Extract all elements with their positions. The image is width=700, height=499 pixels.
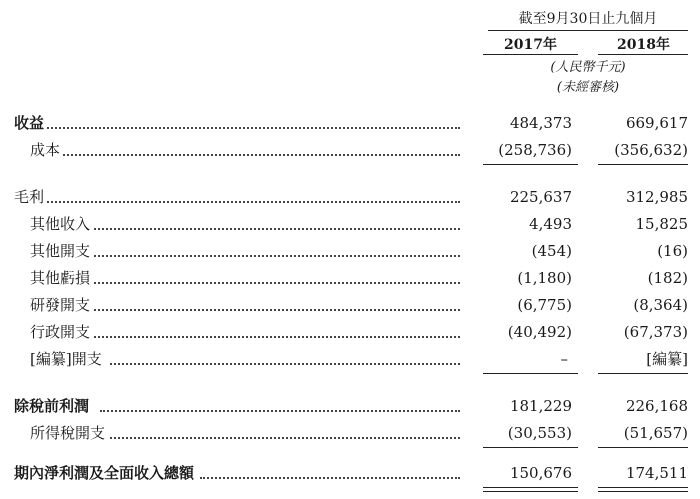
table-row-income-tax	[0, 420, 700, 446]
value-2018: (16)	[657, 242, 688, 260]
dot-leader	[90, 309, 460, 311]
dot-leader	[110, 363, 460, 365]
dot-leader	[110, 437, 460, 439]
subtotal-rule-2018	[598, 164, 688, 165]
table-row-profit-before-tax	[0, 393, 700, 419]
dot-leader	[90, 255, 460, 257]
row-label: 其他開支	[30, 238, 92, 264]
table-row-rnd-expenses	[0, 292, 700, 318]
row-label: 成本	[30, 137, 62, 163]
value-2017: 4,493	[529, 215, 572, 233]
row-label: 行政開支	[30, 319, 92, 345]
header-rule	[488, 30, 688, 31]
value-2018: (182)	[647, 269, 688, 287]
value-2017: 150,676	[509, 464, 572, 482]
table-row-net-profit-total	[0, 460, 700, 486]
year-2018-heading: 2018年	[617, 37, 670, 53]
value-2017: (454)	[531, 242, 572, 260]
subtotal-rule-2017	[483, 447, 578, 448]
value-2018: (67,373)	[623, 323, 688, 341]
table-row-cost	[0, 137, 700, 163]
audit-status-note: (未經審核)	[556, 80, 620, 95]
dot-leader	[40, 201, 460, 203]
year-2017-heading: 2017年	[504, 37, 557, 53]
row-label: 研發開支	[30, 292, 92, 318]
dot-leader	[40, 127, 460, 129]
table-row-redacted-expenses	[0, 346, 700, 372]
row-label: 所得稅開支	[30, 420, 107, 446]
value-2017: (258,736)	[498, 141, 572, 159]
value-2017: (1,180)	[517, 269, 572, 287]
table-row-gross-profit	[0, 184, 700, 210]
currency-unit-note: (人民幣千元)	[550, 60, 626, 75]
dot-leader	[200, 477, 460, 479]
row-label: [編纂]開支	[30, 346, 104, 372]
dot-leader	[90, 228, 460, 230]
total-double-rule-2018-bottom	[598, 491, 688, 492]
table-row-other-losses	[0, 265, 700, 291]
table-row-admin-expenses	[0, 319, 700, 345]
value-2017: 225,637	[509, 188, 572, 206]
value-2018: (356,632)	[614, 141, 688, 159]
value-2017: 484,373	[509, 114, 572, 132]
period-heading: 截至9月30日止九個月	[518, 11, 658, 27]
value-2018: 15,825	[635, 215, 688, 233]
row-label: 其他收入	[30, 211, 92, 237]
row-label: 收益	[14, 110, 46, 136]
value-2018: 174,511	[625, 464, 688, 482]
table-row-revenue	[0, 110, 700, 136]
value-2018: [編纂]	[646, 350, 688, 368]
value-2018: 669,617	[625, 114, 688, 132]
dot-leader	[60, 154, 460, 156]
row-label: 毛利	[14, 184, 46, 210]
dot-leader	[100, 410, 460, 412]
total-double-rule-2017-bottom	[483, 491, 578, 492]
row-label: 除稅前利潤	[14, 393, 91, 419]
value-2017: –	[560, 350, 568, 368]
value-2018: 226,168	[625, 397, 688, 415]
table-row-other-income	[0, 211, 700, 237]
value-2017: 181,229	[509, 397, 572, 415]
value-2017: (30,553)	[507, 424, 572, 442]
value-2018: 312,985	[625, 188, 688, 206]
dot-leader	[90, 282, 460, 284]
value-2018: (51,657)	[623, 424, 688, 442]
value-2017: (40,492)	[507, 323, 572, 341]
subtotal-rule-2017	[483, 373, 578, 374]
total-double-rule-2017-top	[483, 487, 578, 488]
row-label: 其他虧損	[30, 265, 92, 291]
value-2018: (8,364)	[633, 296, 688, 314]
subtotal-rule-2018	[598, 373, 688, 374]
year-2018-rule	[598, 54, 688, 55]
total-double-rule-2018-top	[598, 487, 688, 488]
value-2017: (6,775)	[517, 296, 572, 314]
table-row-other-expenses	[0, 238, 700, 264]
dot-leader	[90, 336, 460, 338]
subtotal-rule-2018	[598, 447, 688, 448]
subtotal-rule-2017	[483, 164, 578, 165]
row-label: 期內淨利潤及全面收入總額	[14, 460, 196, 486]
year-2017-rule	[483, 54, 578, 55]
